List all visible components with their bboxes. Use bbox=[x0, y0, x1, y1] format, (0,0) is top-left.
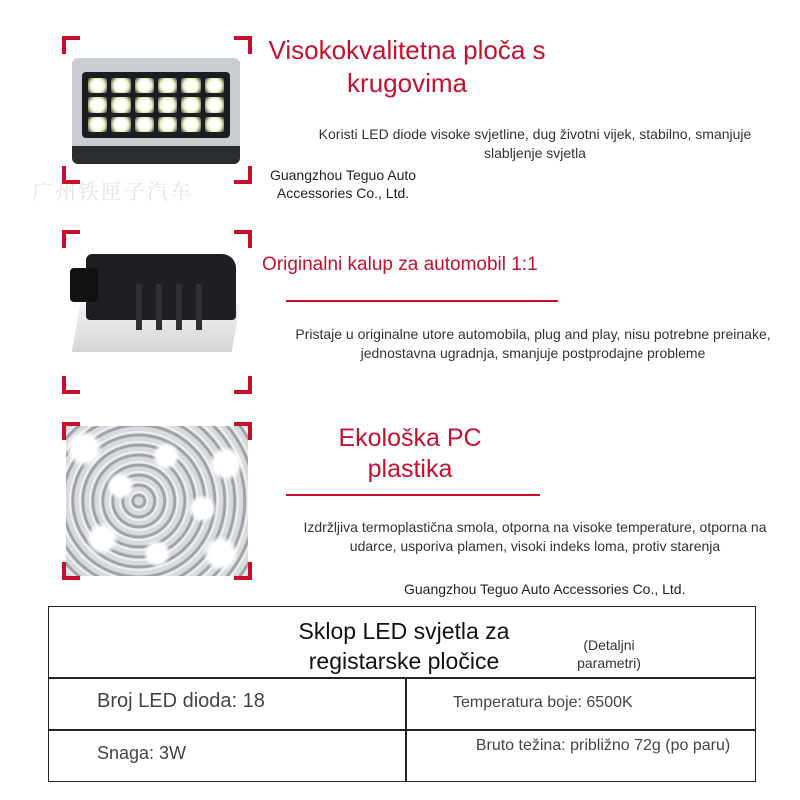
company-name-small: Guangzhou Teguo Auto Accessories Co., Ltd. bbox=[269, 167, 417, 202]
led-dot bbox=[111, 97, 130, 112]
feature-2-photo-frame bbox=[66, 234, 248, 390]
led-dot bbox=[111, 117, 130, 132]
spec-color-temperature: Temperatura boje: 6500K bbox=[453, 694, 633, 711]
feature-1-photo-frame bbox=[66, 40, 248, 180]
led-dot bbox=[88, 78, 107, 93]
led-dot bbox=[111, 78, 130, 93]
led-dot bbox=[181, 78, 200, 93]
led-dot bbox=[135, 97, 154, 112]
led-dot bbox=[88, 117, 107, 132]
spec-table-title: Sklop LED svjetla za registarske pločice bbox=[298, 618, 510, 674]
led-dot bbox=[181, 117, 200, 132]
feature-2-heading: Originalni kalup za automobil 1:1 bbox=[262, 254, 538, 275]
feature-3-underline bbox=[286, 494, 540, 496]
led-dot bbox=[205, 78, 224, 93]
lamp-housing-photo bbox=[66, 234, 248, 390]
watermark: 广州铁匣子汽车 bbox=[32, 180, 193, 204]
led-dot bbox=[158, 117, 177, 132]
feature-2-underline bbox=[286, 300, 558, 302]
feature-3-heading: Ekološka PC plastika bbox=[338, 424, 482, 484]
table-row-divider bbox=[49, 677, 755, 679]
led-dot bbox=[158, 78, 177, 93]
led-panel-photo bbox=[66, 40, 248, 180]
feature-1-description: Koristi LED diode visoke svjetline, dug životni vijek, stabilno, smanjuje slabljenje svjetla bbox=[318, 126, 752, 161]
spec-table bbox=[48, 606, 756, 782]
feature-3-description: Izdržljiva termoplastična smola, otporna na visoke temperature, otporna na udarce, usporiva plamen, visoki indeks loma, protiv starenja bbox=[303, 519, 767, 554]
led-dot bbox=[135, 117, 154, 132]
company-name-wide: Guangzhou Teguo Auto Accessories Co., Ltd. bbox=[404, 581, 686, 597]
led-dot bbox=[181, 97, 200, 112]
feature-1-heading: Visokokvalitetna ploča s krugovima bbox=[268, 35, 546, 98]
spec-table-subtitle: (Detaljni parametri) bbox=[577, 637, 641, 671]
led-dot bbox=[158, 97, 177, 112]
feature-3-photo-frame bbox=[66, 426, 248, 576]
led-dot bbox=[135, 78, 154, 93]
table-row-divider bbox=[49, 729, 755, 731]
feature-2-description: Pristaje u originalne utore automobila, plug and play, nisu potrebne preinake, jednostavna ugradnja, smanjuje postprodajne probleme bbox=[295, 326, 771, 361]
pc-pellets-photo bbox=[66, 426, 248, 576]
led-dot bbox=[205, 97, 224, 112]
spec-power: Snaga: 3W bbox=[97, 743, 187, 763]
led-dot bbox=[88, 97, 107, 112]
table-column-divider bbox=[405, 677, 407, 781]
led-dot bbox=[205, 117, 224, 132]
spec-led-count: Broj LED dioda: 18 bbox=[97, 690, 265, 712]
spec-gross-weight: Bruto težina: približno 72g (po paru) bbox=[475, 737, 731, 754]
